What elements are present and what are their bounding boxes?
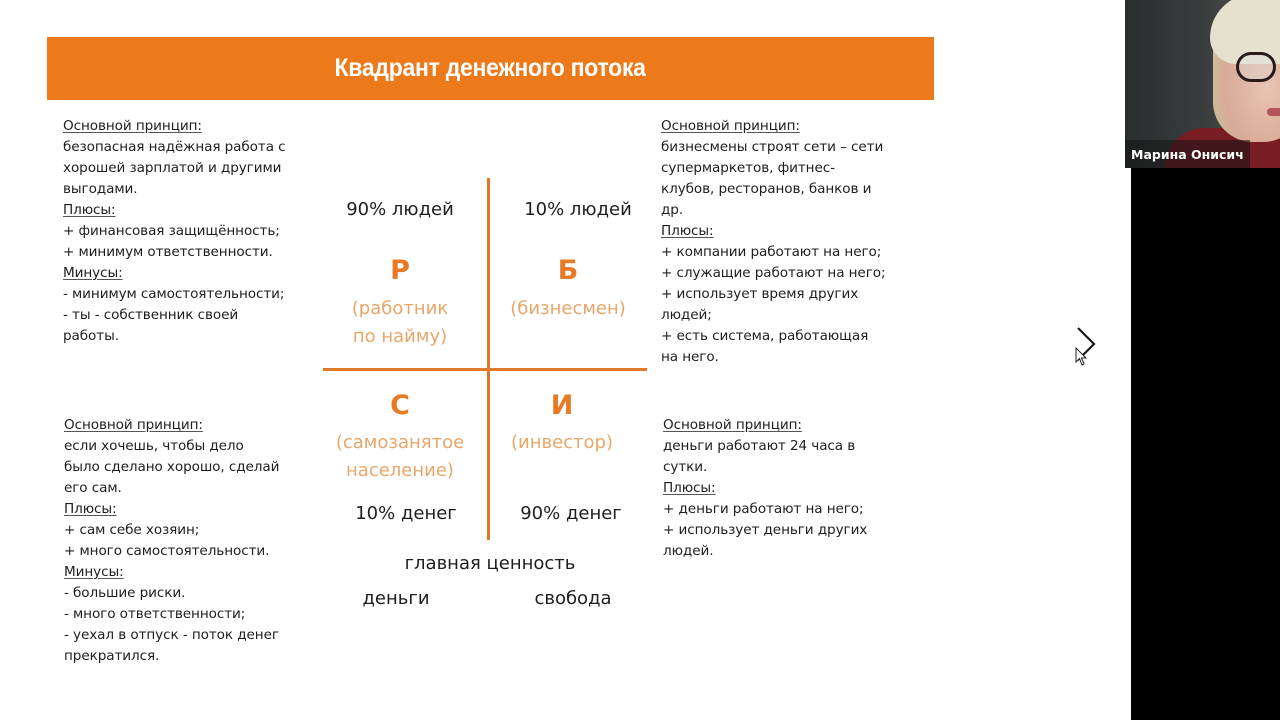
pro-item: + минимум ответственности. bbox=[63, 244, 273, 260]
self-employed-role-line-1: (самозанятое bbox=[335, 432, 465, 453]
main-value-left: деньги bbox=[362, 588, 430, 609]
pro-item: людей; bbox=[661, 307, 712, 323]
self-employed-description bbox=[64, 415, 324, 667]
con-item: - минимум самостоятельности; bbox=[63, 286, 285, 302]
participant-video-glasses bbox=[1236, 52, 1276, 82]
slide-title-bar bbox=[47, 37, 934, 100]
employee-role-line-2: по найму) bbox=[352, 326, 448, 347]
con-item: - много ответственности; bbox=[64, 606, 246, 622]
pro-item: + использует деньги других bbox=[663, 522, 868, 538]
business-description bbox=[661, 116, 931, 368]
principle-line: безопасная надёжная работа с bbox=[63, 139, 286, 155]
quadrant-vertical-divider bbox=[487, 178, 490, 540]
pro-item: + служащие работают на него; bbox=[661, 265, 886, 281]
quadrant-horizontal-divider bbox=[323, 368, 647, 371]
bottom-left-percent: 10% денег bbox=[355, 503, 457, 524]
principle-line: сутки. bbox=[663, 459, 708, 475]
participant-video-tile[interactable] bbox=[1125, 0, 1280, 168]
con-item: работы. bbox=[63, 328, 119, 344]
participant-video-mouth bbox=[1267, 108, 1280, 116]
principle-line: клубов, ресторанов, банков и bbox=[661, 181, 872, 197]
pro-item: + финансовая защищённость; bbox=[63, 223, 280, 239]
cons-label: Минусы: bbox=[63, 265, 123, 281]
pros-label: Плюсы: bbox=[663, 480, 716, 496]
principle-label: Основной принцип: bbox=[63, 118, 202, 134]
cons-label: Минусы: bbox=[64, 564, 124, 580]
slide-title: Квадрант денежного потока bbox=[334, 54, 647, 82]
investor-role: (инвестор) bbox=[510, 432, 613, 453]
employee-role-line-1: (работник bbox=[351, 298, 449, 319]
con-item: - уехал в отпуск - поток денег bbox=[64, 627, 279, 643]
investor-description bbox=[663, 415, 933, 562]
pros-label: Плюсы: bbox=[661, 223, 714, 239]
principle-line: супермаркетов, фитнес- bbox=[661, 160, 835, 176]
con-item: - ты - собственник своей bbox=[63, 307, 239, 323]
con-item: - большие риски. bbox=[64, 585, 186, 601]
principle-line: деньги работают 24 часа в bbox=[663, 438, 856, 454]
investor-letter: И bbox=[550, 390, 574, 421]
pro-item: + есть система, работающая bbox=[661, 328, 869, 344]
top-left-percent: 90% людей bbox=[346, 199, 454, 220]
principle-label: Основной принцип: bbox=[661, 118, 800, 134]
pro-item: + сам себе хозяин; bbox=[64, 522, 200, 538]
pro-item: + использует время других bbox=[661, 286, 859, 302]
self-employed-letter: С bbox=[390, 390, 410, 421]
pro-item: + компании работают на него; bbox=[661, 244, 882, 260]
self-employed-role-line-2: население) bbox=[346, 460, 454, 481]
employee-description bbox=[63, 116, 323, 347]
top-right-percent: 10% людей bbox=[524, 199, 632, 220]
mouse-cursor-icon bbox=[1075, 347, 1089, 367]
principle-line: выгодами. bbox=[63, 181, 138, 197]
pro-item: людей. bbox=[663, 543, 714, 559]
business-role: (бизнесмен) bbox=[510, 298, 626, 319]
pro-item: + много самостоятельности. bbox=[64, 543, 270, 559]
main-value-right: свобода bbox=[534, 588, 612, 609]
principle-line: хорошей зарплатой и другими bbox=[63, 160, 282, 176]
employee-letter: Р bbox=[390, 255, 410, 286]
pro-item: на него. bbox=[661, 349, 719, 365]
bottom-right-percent: 90% денег bbox=[520, 503, 622, 524]
video-panel-background bbox=[1131, 168, 1280, 720]
business-letter: Б bbox=[557, 255, 579, 286]
participant-name-label: Марина Онисич bbox=[1125, 140, 1250, 168]
pros-label: Плюсы: bbox=[64, 501, 117, 517]
principle-label: Основной принцип: bbox=[64, 417, 203, 433]
principle-line: др. bbox=[661, 202, 684, 218]
principle-label: Основной принцип: bbox=[663, 417, 802, 433]
principle-line: было сделано хорошо, сделай bbox=[64, 459, 280, 475]
principle-line: его сам. bbox=[64, 480, 122, 496]
con-item: прекратился. bbox=[64, 648, 160, 664]
pro-item: + деньги работают на него; bbox=[663, 501, 864, 517]
pros-label: Плюсы: bbox=[63, 202, 116, 218]
principle-line: если хочешь, чтобы дело bbox=[64, 438, 244, 454]
main-value-label: главная ценность bbox=[404, 553, 576, 574]
principle-line: бизнесмены строят сети – сети bbox=[661, 139, 884, 155]
